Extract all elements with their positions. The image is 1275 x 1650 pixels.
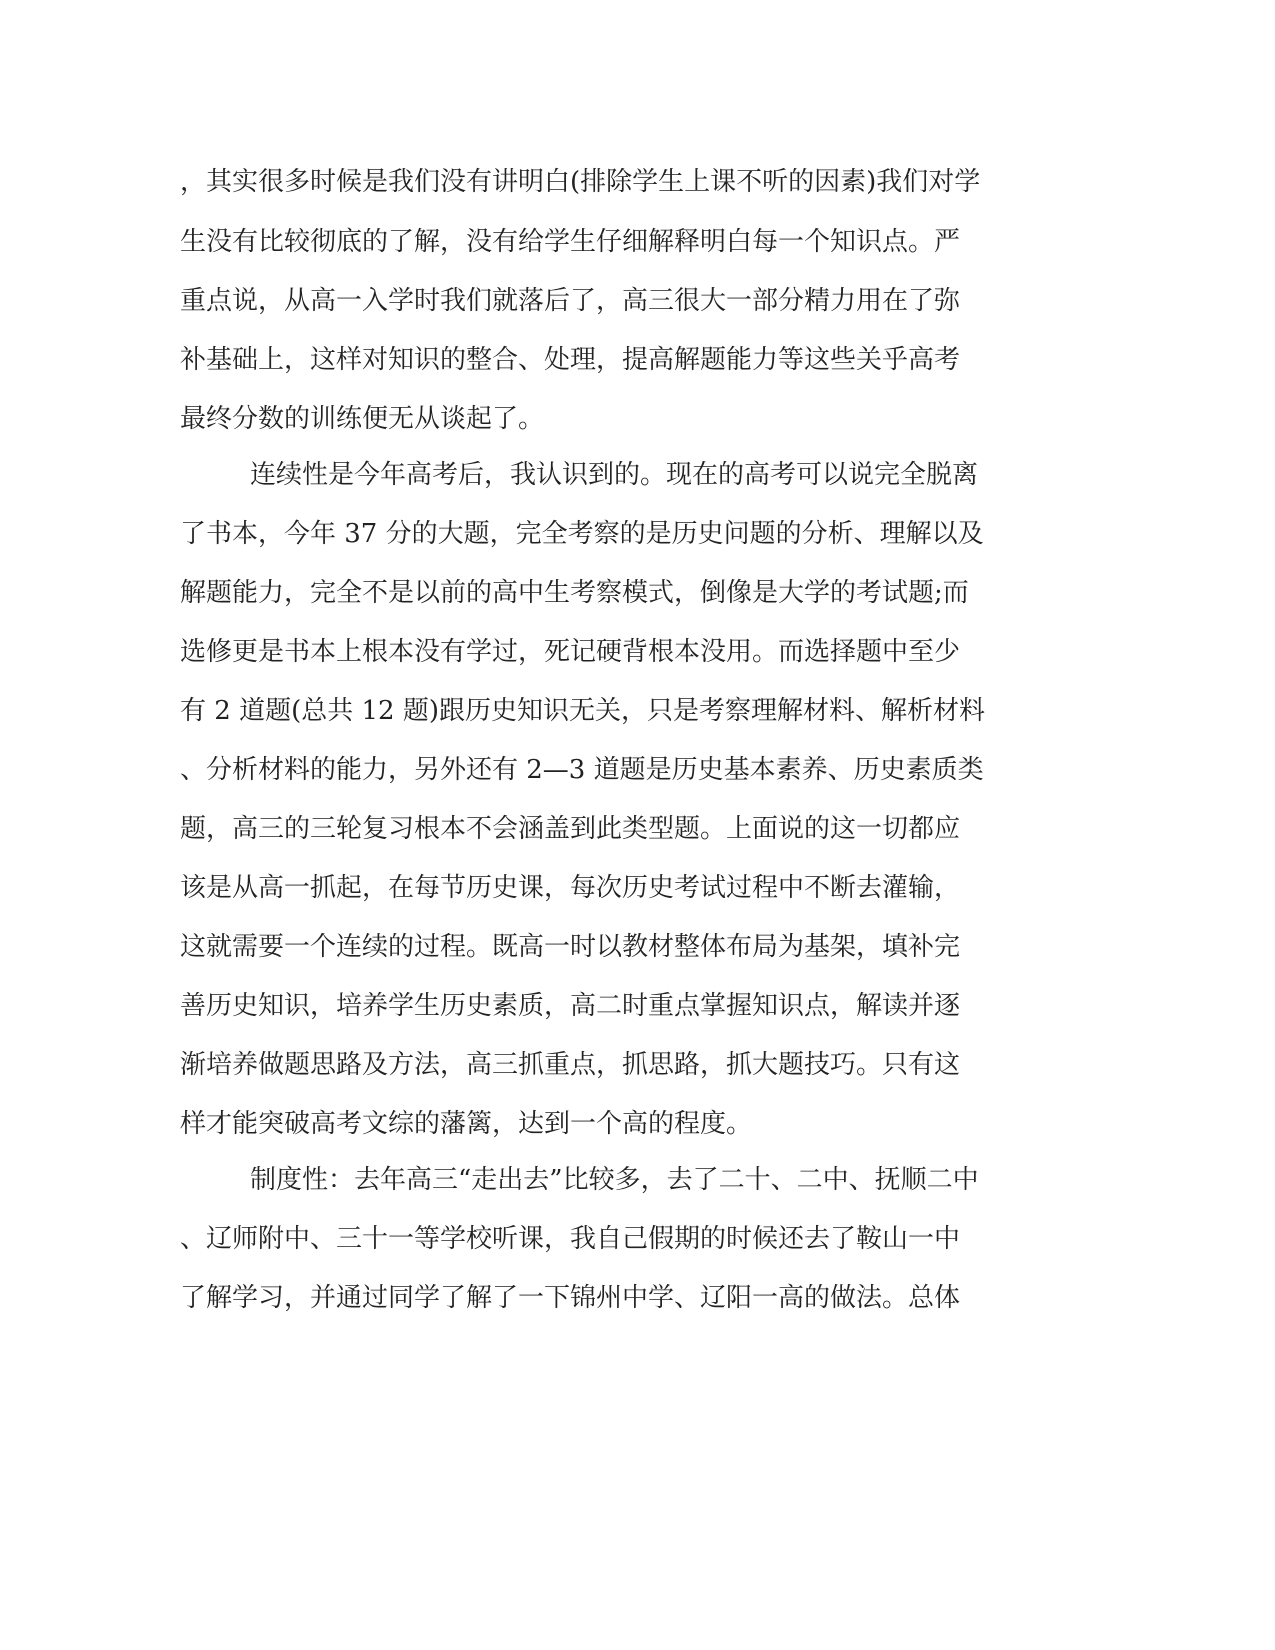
paragraph-2-line-1: 连续性是今年高考后，我认识到的。现在的高考可以说完全脱离	[250, 460, 979, 490]
paragraph-3-line-1: 制度性：去年高三“走出去”比较多，去了二十、二中、抚顺二中	[250, 1165, 979, 1195]
paragraph-2-line-7: 题，高三的三轮复习根本不会涵盖到此类型题。上面说的这一切都应	[180, 814, 961, 844]
paragraph-3-line-3: 了解学习，并通过同学了解了一下锦州中学、辽阳一高的做法。总体	[180, 1283, 961, 1313]
text-line-5: 最终分数的训练便无从谈起了。	[180, 404, 545, 434]
text-line-2: 生没有比较彻底的了解，没有给学生仔细解释明白每一个知识点。严	[180, 227, 961, 257]
paragraph-2-line-5: 有 2 道题(总共 12 题)跟历史知识无关，只是考察理解材料、解析材料	[180, 696, 985, 726]
text-line-1: ，其实很多时候是我们没有讲明白(排除学生上课不听的因素)我们对学	[180, 167, 981, 197]
paragraph-2-line-8: 该是从高一抓起，在每节历史课，每次历史考试过程中不断去灌输，	[180, 873, 961, 903]
paragraph-2-line-3: 解题能力，完全不是以前的高中生考察模式，倒像是大学的考试题;而	[180, 578, 969, 608]
paragraph-2-line-9: 这就需要一个连续的过程。既高一时以教材整体布局为基架，填补完	[180, 932, 961, 962]
paragraph-2-line-11: 渐培养做题思路及方法，高三抓重点，抓思路，抓大题技巧。只有这	[180, 1050, 961, 1080]
paragraph-3-line-2: 、辽师附中、三十一等学校听课，我自己假期的时候还去了鞍山一中	[180, 1224, 961, 1254]
paragraph-2-line-10: 善历史知识，培养学生历史素质，高二时重点掌握知识点，解读并逐	[180, 991, 961, 1021]
text-line-3: 重点说，从高一入学时我们就落后了，高三很大一部分精力用在了弥	[180, 286, 961, 316]
paragraph-2-line-4: 选修更是书本上根本没有学过，死记硬背根本没用。而选择题中至少	[180, 637, 961, 667]
text-line-4: 补基础上，这样对知识的整合、处理，提高解题能力等这些关乎高考	[180, 345, 961, 375]
paragraph-2-line-12: 样才能突破高考文综的藩篱，达到一个高的程度。	[180, 1109, 753, 1139]
paragraph-2-line-2: 了书本，今年 37 分的大题，完全考察的是历史问题的分析、理解以及	[180, 519, 984, 549]
paragraph-2-line-6: 、分析材料的能力，另外还有 2—3 道题是历史基本素养、历史素质类	[180, 755, 984, 785]
